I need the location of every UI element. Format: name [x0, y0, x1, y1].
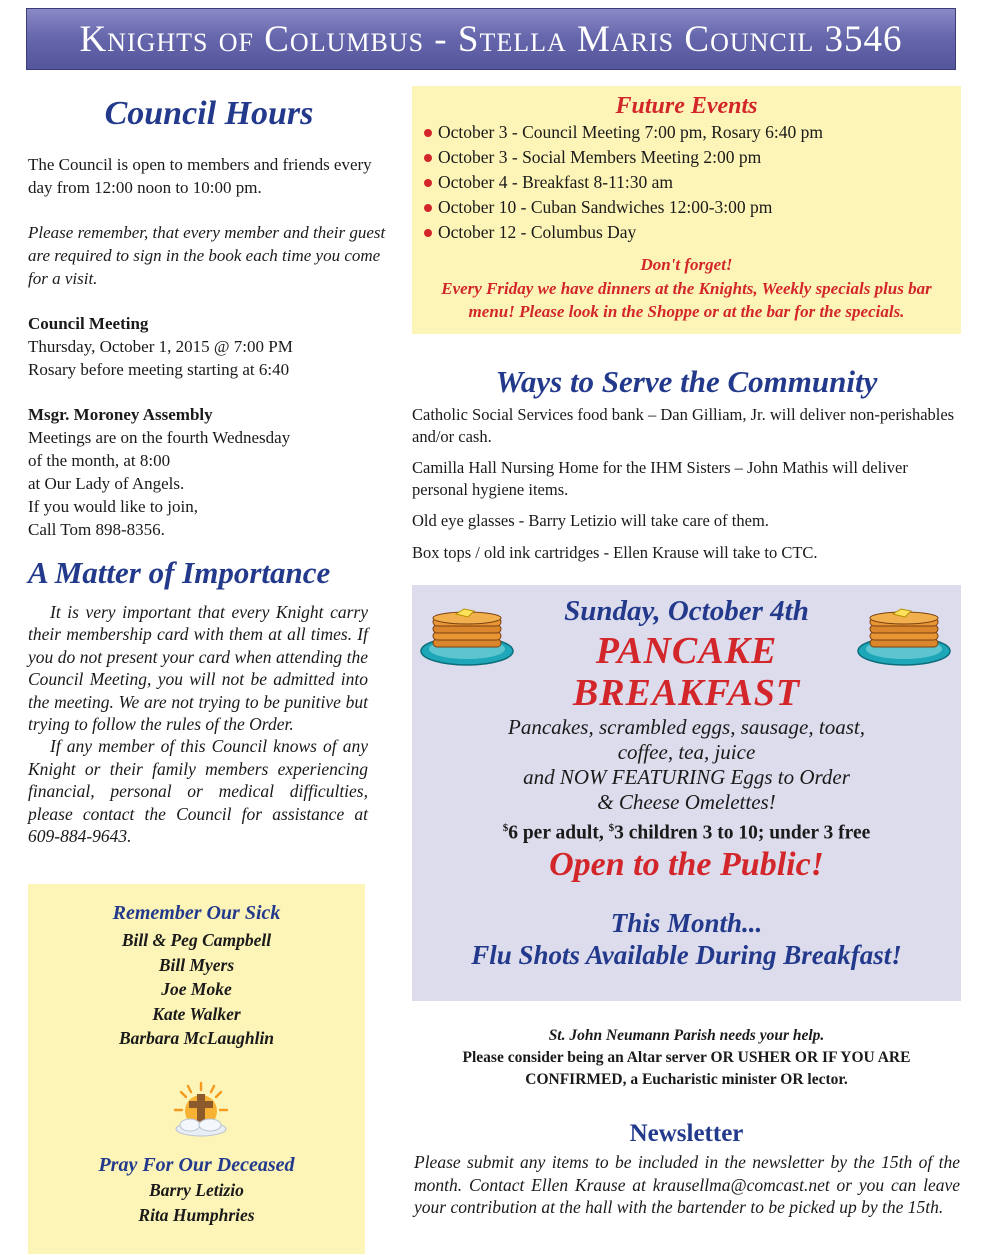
event-item: October 12 - Columbus Day: [424, 220, 823, 245]
event-item: October 3 - Council Meeting 7:00 pm, Rosary 6:40 pm: [424, 120, 823, 145]
menu-line: coffee, tea, juice: [617, 740, 756, 764]
future-events-list: [424, 120, 823, 245]
deceased-name: Rita Humphries: [138, 1205, 255, 1225]
importance-para-2: If any member of this Council knows of any Knight or their family members experiencing financial, personal or medical difficulties, please contact the Council for assistance at 609-884-9643.: [28, 736, 368, 847]
importance-section: [28, 601, 368, 847]
breakfast-date: Sunday, October 4th: [564, 595, 809, 627]
community-item: Camilla Hall Nursing Home for the IHM Sisters – John Mathis will deliver personal hygiene items.: [412, 458, 908, 499]
sick-name: Joe Moke: [161, 979, 232, 999]
breakfast-title-line-1: PANCAKE: [595, 630, 778, 672]
community-list: [412, 404, 961, 563]
banner-title: Knights of Columbus - Stella Maris Council 3546: [79, 19, 903, 60]
parish-line-2: Please consider being an Altar server OR USHER OR IF YOU ARE: [462, 1049, 911, 1066]
open-to-public: Open to the Public!: [549, 846, 824, 883]
community-item: Catholic Social Services food bank – Dan Gilliam, Jr. will deliver non-perishables and/or cash.: [412, 405, 955, 446]
future-events-box: [412, 86, 961, 334]
menu-line: and NOW FEATURING Eggs to Order: [523, 765, 850, 789]
future-events-heading: Future Events: [615, 93, 758, 119]
parish-line-3: CONFIRMED, a Eucharistic minister OR lector.: [525, 1071, 848, 1088]
sign-in-reminder: Please remember, that every member and their guest are required to sign in the book each time you come for a visit.: [28, 223, 386, 288]
parish-line-1: St. John Neumann Parish needs your help.: [548, 1027, 825, 1044]
bullet-icon: [424, 179, 432, 187]
breakfast-price: $6 per adult, $3 children 3 to 10; under 3 free: [502, 822, 871, 844]
this-month-line-1: This Month...: [610, 908, 763, 938]
assembly-line: Call Tom 898-8356.: [28, 520, 165, 539]
assembly-title: Msgr. Moroney Assembly: [28, 405, 213, 424]
importance-para-1: It is very important that every Knight carry their membership card with them at all times. If you do not present your card when attending the Council Meeting, you will not be admitted into the meeting. We are not trying to be punitive but trying to follow the rules of the Order.: [28, 602, 368, 735]
sick-list: [28, 928, 365, 1051]
parish-notice: [412, 1025, 961, 1091]
bullet-icon: [424, 154, 432, 162]
friday-dinner-note: Every Friday we have dinners at the Knights, Weekly specials plus bar menu! Please look in the Shoppe or at the bar for the specials.: [441, 279, 932, 321]
assembly-line: of the month, at 8:00: [28, 451, 171, 470]
pancake-breakfast-box: [412, 585, 961, 1001]
bullet-icon: [424, 229, 432, 237]
community-item: Box tops / old ink cartridges - Ellen Krause will take to CTC.: [412, 542, 818, 562]
community-heading: Ways to Serve the Community: [495, 364, 878, 399]
deceased-heading: Pray For Our Deceased: [98, 1154, 295, 1176]
page-banner: [26, 8, 956, 70]
menu-line: & Cheese Omelettes!: [597, 790, 776, 814]
sick-heading: Remember Our Sick: [112, 902, 281, 924]
council-hours-section: [28, 153, 390, 541]
dont-forget-label: Don't forget!: [640, 255, 733, 274]
newsletter-body: Please submit any items to be included in the newsletter by the 15th of the month. Contact Ellen Krause at krausellma@comcast.net or you can leave your contribution at the hall with the bartender to be picked up by the 15th.: [414, 1152, 960, 1217]
importance-heading: A Matter of Importance: [28, 555, 331, 590]
sick-deceased-box: [28, 884, 365, 1254]
event-item: October 4 - Breakfast 8-11:30 am: [424, 170, 823, 195]
event-item: October 10 - Cuban Sandwiches 12:00-3:00 pm: [424, 195, 823, 220]
council-meeting-rosary: Rosary before meeting starting at 6:40: [28, 360, 290, 379]
council-hours-intro: The Council is open to members and friends every day from 12:00 noon to 10:00 pm.: [28, 155, 372, 197]
assembly-line: If you would like to join,: [28, 497, 198, 516]
event-item: October 3 - Social Members Meeting 2:00 pm: [424, 145, 823, 170]
newsletter-heading: Newsletter: [629, 1120, 744, 1147]
assembly-line: Meetings are on the fourth Wednesday: [28, 428, 291, 447]
cross-cloud-icon: [172, 1080, 230, 1140]
council-meeting-title: Council Meeting: [28, 314, 149, 333]
deceased-name: Barry Letizio: [149, 1180, 244, 1200]
breakfast-title-line-2: BREAKFAST: [572, 672, 801, 714]
community-item: Old eye glasses - Barry Letizio will take care of them.: [412, 511, 769, 530]
sick-name: Bill Myers: [158, 954, 235, 975]
council-meeting-date: Thursday, October 1, 2015 @ 7:00 PM: [28, 337, 293, 356]
breakfast-menu: [412, 715, 961, 815]
sick-name: Kate Walker: [152, 1003, 241, 1024]
council-hours-heading: Council Hours: [104, 95, 314, 132]
bullet-icon: [424, 204, 432, 212]
deceased-list: [28, 1178, 365, 1228]
bullet-icon: [424, 129, 432, 137]
menu-line: Pancakes, scrambled eggs, sausage, toast,: [508, 715, 865, 739]
sick-name: Barbara McLaughlin: [118, 1028, 275, 1048]
this-month-line-2: Flu Shots Available During Breakfast!: [471, 940, 902, 970]
sick-name: Bill & Peg Campbell: [121, 930, 272, 950]
assembly-line: at Our Lady of Angels.: [28, 474, 185, 493]
